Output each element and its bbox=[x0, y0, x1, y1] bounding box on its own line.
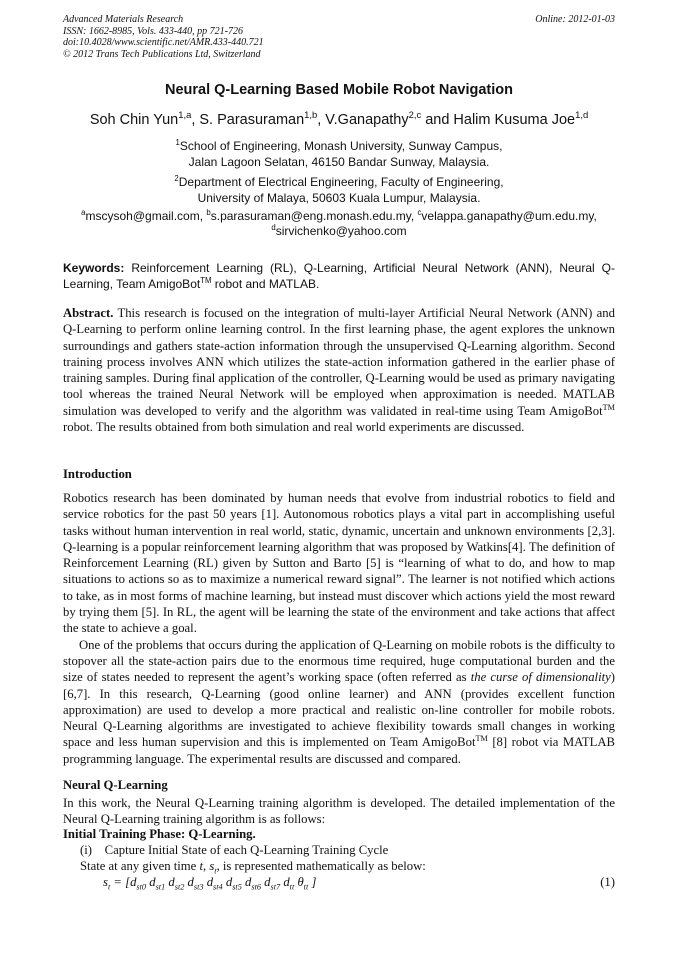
email-b[interactable]: s.parasuraman@eng.monash.edu.my bbox=[210, 209, 411, 223]
affiliation-line: Department of Electrical Engineering, Faculty of Engineering, bbox=[178, 175, 504, 189]
author-name: Soh Chin Yun bbox=[89, 112, 179, 128]
affiliation-line: Jalan Lagoon Selatan, 46150 Bandar Sunway, Malaysia. bbox=[188, 155, 490, 169]
abstract-label: Abstract. bbox=[63, 306, 114, 320]
equation-number: (1) bbox=[600, 875, 615, 889]
issn-line: ISSN: 1662-8985, Vols. 433-440, pp 721-726 bbox=[63, 25, 243, 37]
abstract-text: This research is focused on the integration of multi-layer Artificial Neural Network (ANN) and Q-Learning to perform online learning control. In the first learning phase, the agent explores the unknown surroundings and gathers state-action information through the unsupervised Q-Learning algorithm. Second training process involves ANN which utilizes the state-action information gathered in the earlier phase of training samples. During final application of the controller, Q-Learning would be used as primary navigating tool whereas the trained Neural Network will be employed when approximation is needed. MATLAB simulation was developed to verify and the algorithm was validated in real-time using Team AmigoBot bbox=[63, 306, 615, 418]
author-name: V.Ganapathy bbox=[325, 112, 409, 128]
affiliation-2 bbox=[63, 174, 615, 206]
equation-1: $s_t = [d_{st0}$ $d_{st1}$ $d_{st2}$ $d_{st3}$ $d_{st4}$ $d_{st5}$ $d_{st6}$ $d_{st7}$ $d_{tt}$ $\theta_{tt}$ ] bbox=[103, 875, 317, 892]
author-separator: , bbox=[317, 112, 326, 128]
neural-q-text: In this work, the Neural Q-Learning training algorithm is developed. The detailed implementation of the Neural Q-Learning training algorithm is as follows: bbox=[63, 796, 615, 827]
list-number: (i) bbox=[80, 843, 92, 857]
keywords-label: Keywords: bbox=[63, 261, 125, 275]
keywords-text: Reinforcement Learning (RL), Q-Learning, Artificial Neural Network (ANN), Neural Q-Learning, Team AmigoBot bbox=[63, 261, 615, 291]
list-item bbox=[80, 843, 388, 858]
email-list: $^a$mscysoh@gmail.com, $^b$s.parasuraman@eng.monash.edu.my, $^c$velappa.ganapathy@um.edu.my, $^d$sirvichenko@yahoo.com bbox=[81, 208, 597, 238]
keywords-tail: robot and MATLAB. bbox=[211, 277, 320, 291]
email-d[interactable]: sirvichenko@yahoo.com bbox=[275, 224, 407, 238]
trademark-sup: TM bbox=[200, 276, 212, 285]
journal-header bbox=[63, 14, 615, 60]
neural-q-heading: Neural Q-Learning bbox=[63, 778, 168, 792]
author-list bbox=[63, 109, 615, 128]
author-name: S. Parasuraman bbox=[199, 112, 305, 128]
introduction-body bbox=[63, 490, 615, 767]
intro-paragraph-1: Robotics research has been dominated by human needs that evolve from industrial robotics to field and service robotics for the past 50 years [1]. Autonomous robotics plays a vital part in accomplishing useful tasks without human intervention in real world, static, dynamic, uncertain and unknown environments [2,3]. Q-learning is a popular reinforcement learning algorithm that was proposed by Watkins[4]. The definition of Reinforcement Learning (RL) given by Sutton and Barto [5] is “learning of what to do, and how to map situations to actions so as to maximize a numerical reward signal”. The learner is not notified which actions to take, as in most forms of machine learning, but instead must discover which actions yield the most reward by trying them [5]. In RL, the agent will be learning the state of the environment and take actions that affect the state to achieve a goal. bbox=[63, 491, 615, 636]
journal-name: Advanced Materials Research bbox=[63, 14, 184, 25]
affiliation-1 bbox=[63, 138, 615, 170]
copyright-line: © 2012 Trans Tech Publications Ltd, Switzerland bbox=[63, 48, 261, 60]
introduction-heading: Introduction bbox=[63, 467, 132, 481]
intro-paragraph-2: One of the problems that occurs during the application of Q-Learning on mobile robots is the difficulty to stopover all the state-action pairs due to the enormous time required, huge computational burden and the size of states needed to represent the agent’s working space (often referred as the curse of dimensionality) [6,7]. In this research, Q-Learning (good online learner) and ANN (provides excellent function approximation) are used to develop a more practical and realistic on-line controller for mobile robots. Neural Q-Learning algorithms are investigated to achieve flexibility towards small changes in working space and less human supervision and this is implemented on Team AmigoBot™ [8] robot via MATLAB programming language. The experimental results are discussed and compared. bbox=[63, 637, 615, 766]
trademark-sup: TM bbox=[475, 734, 488, 744]
author-sup: 2,c bbox=[408, 109, 422, 121]
online-date: Online: 2012-01-03 bbox=[535, 14, 615, 25]
author-separator: and bbox=[421, 112, 454, 128]
author-sup: 1,a bbox=[178, 109, 192, 121]
list-text: Capture Initial State of each Q-Learning Training Cycle bbox=[104, 843, 389, 857]
affiliation-sup: 1 bbox=[175, 138, 180, 147]
email-c[interactable]: velappa.ganapathy@um.edu.my bbox=[421, 209, 594, 223]
abstract-tail: robot. The results obtained from both simulation and real world experiments are discussed. bbox=[63, 420, 525, 435]
doi-line: doi:10.4028/www.scientific.net/AMR.433-440.721 bbox=[63, 37, 264, 48]
affiliation-sup: 2 bbox=[174, 174, 179, 183]
author-name: Halim Kusuma Joe bbox=[453, 112, 576, 128]
author-sup: 1,b bbox=[304, 109, 318, 121]
author-sup: 1,d bbox=[575, 109, 589, 121]
affiliation-line: University of Malaya, 50603 Kuala Lumpur, Malaysia. bbox=[197, 191, 481, 205]
keywords-section bbox=[63, 260, 615, 292]
phase-heading: Initial Training Phase: Q-Learning. bbox=[63, 827, 256, 841]
affiliation-line: School of Engineering, Monash University, Sunway Campus, bbox=[179, 139, 503, 153]
abstract-section bbox=[63, 305, 615, 435]
state-sentence: State at any given time t, $s_t$, is represented mathematically as below: bbox=[80, 859, 426, 876]
paper-title: Neural Q-Learning Based Mobile Robot Navigation bbox=[164, 82, 514, 98]
italic-term: the curse of dimensionality bbox=[470, 670, 611, 685]
author-separator: , bbox=[191, 112, 200, 128]
email-a[interactable]: mscysoh@gmail.com bbox=[85, 209, 200, 223]
trademark-sup: TM bbox=[602, 402, 615, 412]
